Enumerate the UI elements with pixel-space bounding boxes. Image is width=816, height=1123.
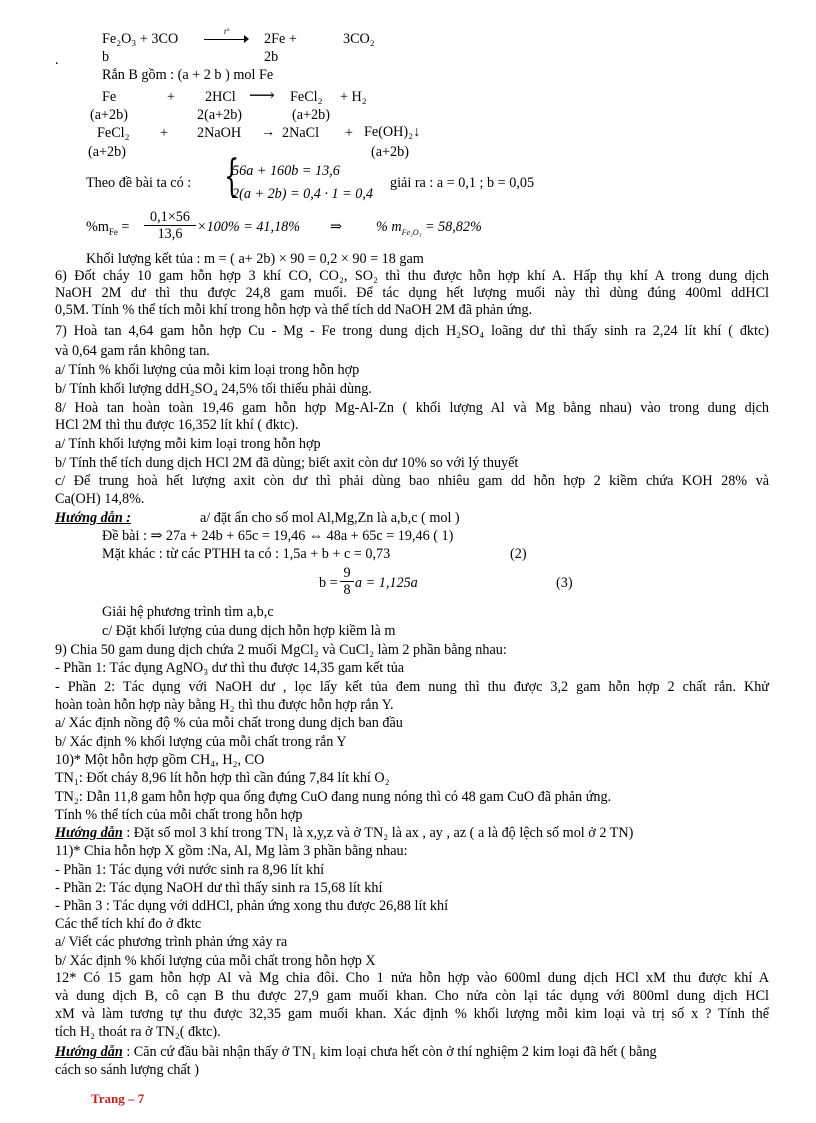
p12-line4: tích H₂ thoát ra ở TN₂( đktc). <box>55 1024 221 1040</box>
reaction1-product-co2: 3CO₂ <box>343 31 375 47</box>
percent-rhs: ×100% = 41,18% <box>197 219 301 235</box>
p12-line2: và dung dịch B, cô cạn B thu được 27,9 gam muối khan. Cho nửa còn lại tác dụng với 800ml dung dịch HCl <box>55 988 769 1004</box>
r3-naoh: 2NaOH <box>197 125 242 141</box>
implies-symbol: ⇒ <box>330 219 342 235</box>
r2-arrow: ⟶ <box>249 85 275 105</box>
p8-line5: c/ Để trung hoà hết lượng axit còn dư thì phải dùng bao nhiêu gam dd hỗn hợp 2 kiềm chứa KOH 28% và <box>55 473 769 489</box>
guide8-eq2-number: (2) <box>510 546 527 562</box>
percent-lhs: $\%m_{Fe}$ = <box>86 219 130 237</box>
p10-line3: TN₂: Dẫn 11,8 gam hỗn hợp qua ống đựng CuO đang nung nóng thì có 48 gam CuO đã phản ứng. <box>55 789 612 805</box>
r3-plus2: + <box>345 125 354 141</box>
r3-arrow: → <box>261 124 276 140</box>
solid-b-line: Rắn B gồm : (a + 2 b ) mol Fe <box>102 67 274 83</box>
r3-mol2: (a+2b) <box>371 144 409 160</box>
p10-line1: 10)* Một hỗn hợp gồm CH₄, H₂, CO <box>55 752 265 768</box>
p11-line6: a/ Viết các phương trình phản ứng xảy ra <box>55 934 288 950</box>
guide8-line1: a/ đặt ẩn cho số mol Al,Mg,Zn là a,b,c ( mol ) <box>200 510 460 526</box>
p11-line4: - Phần 3 : Tác dụng với ddHCl, phản ứng xong thu được 26,88 lít khí <box>55 898 449 914</box>
p7-line3: a/ Tính % khối lượng của mỗi kim loại trong hỗn hợp <box>55 362 360 378</box>
r2-plus: + <box>167 89 176 105</box>
r3-mol1: (a+2b) <box>88 144 126 160</box>
p9-line4: hoàn toàn hỗn hợp này bằng H₂ thì thu được hỗn hợp rắn Y. <box>55 697 394 713</box>
mol-2b: 2b <box>264 49 279 65</box>
p9-line1: 9) Chia 50 gam dung dịch chứa 2 muối MgCl₂ và CuCl₂ làm 2 phần bằng nhau: <box>55 642 507 658</box>
p8-line1: 8/ Hoà tan hoàn toàn 19,46 gam hỗn hợp Mg-Al-Zn ( khối lượng Al và Mg bằng nhau) vào trong dung dịch <box>55 400 769 416</box>
p8-line3: a/ Tính khối lượng mỗi kim loại trong hỗn hợp <box>55 436 321 452</box>
p6-line1: 6) Đốt cháy 10 gam hỗn hợp 3 khí CO, CO₂, SO₂ thì thu được hỗn hợp khí A. Hấp thụ khí A trong dung dịch <box>55 268 769 284</box>
p9-line2: - Phần 1: Tác dụng AgNO₃ dư thì thu được 14,35 gam kết tủa <box>55 660 405 676</box>
r2-hcl: 2HCl <box>205 89 236 105</box>
system-brace: { <box>224 151 240 202</box>
r2-mol2: 2(a+2b) <box>197 107 243 123</box>
reaction1-product-fe: 2Fe + <box>264 31 297 47</box>
reaction1-left: Fe₂O₃ + 3CO <box>102 31 179 47</box>
p6-line3: 0,5M. Tính % thể tích mỗi khí trong hỗn hợp và thể tích dd NaOH 2M đã phản ứng. <box>55 302 533 318</box>
guide8-eq3-number: (3) <box>556 575 573 591</box>
system-intro: Theo đề bài ta có : <box>86 175 192 191</box>
p7-line1: 7) Hoà tan 4,64 gam hỗn hợp Cu - Mg - Fe trong dung dịch H₂SO₄ loãng dư thì thấy sinh ra 2,24 lít khí ( đktc) <box>55 323 769 339</box>
guide8-line2: Đề bài : ⇒ 27a + 24b + 65c = 19,46 ⇔ 48a + 65c = 19,46 ( 1) <box>102 528 454 544</box>
r3-plus: + <box>160 125 169 141</box>
stray-dot: . <box>55 52 59 68</box>
p11-line3: - Phần 2: Tác dụng NaOH dư thì thấy sinh ra 15,68 lít khí <box>55 880 383 896</box>
system-eq2: 2(a + 2b) = 0,4 · 1 = 0,4 <box>232 186 374 202</box>
guide12-line2: cách so sánh lượng chất ) <box>55 1062 200 1078</box>
guide8-eq3-lhs: b = <box>319 575 338 591</box>
p7-line4: b/ Tính khối lượng ddH₂SO₄ 24,5% tối thiểu phải dùng. <box>55 381 372 397</box>
p8-line2: HCl 2M thì thu được 16,352 lít khí ( đktc). <box>55 417 299 433</box>
p9-line6: b/ Xác định % khối lượng của mỗi chất trong rắn Y <box>55 734 347 750</box>
p11-line7: b/ Xác định % khối lượng của mỗi chất trong hỗn hợp X <box>55 953 376 969</box>
r3-feoh2: Fe(OH)₂↓ <box>364 124 421 140</box>
guide10: Hướng dẫn : Đặt số mol 3 khí trong TN₁ là x,y,z và ở TN₂ là ax , ay , az ( a là độ lệch số mol ở 2 TN) <box>55 825 634 841</box>
system-solve: giải ra : a = 0,1 ; b = 0,05 <box>390 175 535 191</box>
r3-fecl2: FeCl₂ <box>97 125 130 141</box>
p9-line3: - Phần 2: Tác dụng với NaOH dư , lọc lấy kết tủa đem nung thì thu được 3,2 gam hỗn hợp 2 chất rắn. Khử <box>55 679 769 695</box>
arrow-label: t° <box>224 27 230 36</box>
guide8-label: Hướng dẫn : <box>55 510 132 526</box>
p8-line4: b/ Tính thể tích dung dịch HCl 2M đã dùng; biết axit còn dư 10% so với lý thuyết <box>55 455 519 471</box>
r2-mol1: (a+2b) <box>90 107 128 123</box>
reaction-arrow-line <box>204 39 248 40</box>
p11-line1: 11)* Chia hỗn hợp X gồm :Na, Al, Mg làm 3 phần bằng nhau: <box>55 843 408 859</box>
percent-fraction: $\frac{0,1\times 56}{13,6}$ <box>144 209 196 242</box>
page-number: Trang – 7 <box>91 1091 145 1106</box>
p11-line2: - Phần 1: Tác dụng với nước sinh ra 8,96 lít khí <box>55 862 325 878</box>
system-eq1: 56a + 160b = 13,6 <box>232 163 340 179</box>
p11-line5: Các thể tích khí đo ở đktc <box>55 916 202 932</box>
guide8-eq3-fraction: $\frac{9}{8}$ <box>340 565 354 598</box>
r2-plus-h2: + H₂ <box>340 89 367 105</box>
p12-line1: 12* Có 15 gam hỗn hợp Al và Mg chia đôi. Cho 1 nửa hỗn hợp vào 600ml dung dịch HCl xM thu được khí A <box>55 970 769 986</box>
r2-fe: Fe <box>102 89 117 105</box>
arrow-head-icon <box>244 35 249 43</box>
p10-line2: TN₁: Đốt cháy 8,96 lít hỗn hợp thì cần đúng 7,84 lít khí O₂ <box>55 770 390 786</box>
r2-product: FeCl₂ <box>290 89 323 105</box>
p8-line6: Ca(OH) 14,8%. <box>55 491 145 507</box>
p12-line3: xM và làm tương tự thu được 32,35 gam muối khan. Xác định % khối lượng mỗi kim loại và trị số x ? Tính thể <box>55 1006 769 1022</box>
mol-b: b <box>102 49 110 65</box>
guide12-line1: Hướng dẫn : Căn cứ đầu bài nhận thấy ở TN₁ kim loại chưa hết còn ở thí nghiệm 2 kim loại đã hết ( bằng <box>55 1044 657 1060</box>
precipitate-mass: Khối lượng kết tủa : m = ( a+ 2b) × 90 = 0,2 × 90 = 18 gam <box>86 251 424 267</box>
guide8-line6: c/ Đặt khối lượng của dung dịch hỗn hợp kiềm là m <box>102 623 396 639</box>
percent-rhs2: % $m_{Fe_2O_3} = 58,82\%$ <box>376 219 482 237</box>
r2-mol3: (a+2b) <box>292 107 330 123</box>
guide8-eq3-rhs: a = 1,125a <box>355 575 418 591</box>
guide8-line3: Mặt khác : từ các PTHH ta có : 1,5a + b + c = 0,73 <box>102 546 391 562</box>
p10-line4: Tính % thể tích của mỗi chất trong hỗn hợp <box>55 807 303 823</box>
guide8-line5: Giải hệ phương trình tìm a,b,c <box>102 604 274 620</box>
p9-line5: a/ Xác định nồng độ % của mỗi chất trong dung dịch ban đầu <box>55 715 403 731</box>
p6-line2: NaOH 2M dư thì thu được 24,8 gam muối. Để tác dụng hết lượng muối này thì dùng đúng 400ml ddHCl <box>55 285 769 301</box>
p7-line2: và 0,64 gam rắn không tan. <box>55 343 210 359</box>
r3-nacl: 2NaCl <box>282 125 320 141</box>
